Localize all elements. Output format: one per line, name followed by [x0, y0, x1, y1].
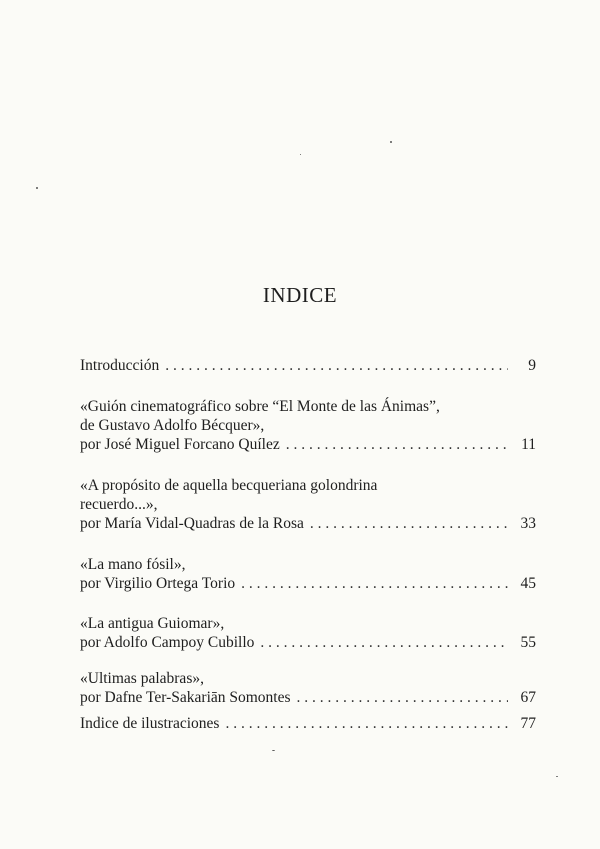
scan-speck [556, 776, 558, 777]
dot-leader [260, 633, 508, 652]
scan-speck [272, 750, 275, 751]
scan-speck [36, 187, 38, 189]
toc-entry-row [80, 714, 536, 733]
dot-leader [297, 688, 508, 707]
toc-entry-line: «A propósito de aquella becqueriana golondrina [80, 477, 378, 494]
toc-entry-line: «Guión cinematográfico sobre “El Monte de las Ánimas”, [80, 398, 440, 415]
toc-entry-line: de Gustavo Adolfo Bécquer», [80, 417, 265, 434]
toc-entry-indice-ilustraciones [80, 714, 536, 733]
toc-page-number: 55 [520, 634, 536, 651]
toc-entry-row [80, 356, 536, 375]
toc-page-number: 45 [520, 575, 536, 592]
toc-entry-row [80, 574, 536, 593]
toc-entry-row [80, 688, 536, 707]
dot-leader [241, 574, 508, 593]
toc-entry-author: por Virgilio Ortega Torio [80, 575, 236, 592]
toc-entry-row [80, 633, 536, 652]
toc-entry-golondrina [80, 476, 536, 533]
toc-page-number: 77 [520, 715, 536, 732]
toc-entry-author: por Adolfo Campoy Cubillo [80, 634, 255, 651]
toc-entry-author: por Dafne Ter-Sakariān Somontes [80, 689, 291, 706]
toc-page-number: 33 [520, 515, 536, 532]
page-title: INDICE [262, 283, 338, 307]
toc-entry-ultimas-palabras [80, 669, 536, 707]
toc-entry-mano-fosil [80, 555, 536, 593]
toc-entry-line: «Ultimas palabras», [80, 670, 204, 687]
toc-entry-line: recuerdo...», [80, 496, 158, 513]
toc-entry-row [80, 435, 536, 454]
toc-entry-line: «La mano fósil», [80, 556, 186, 573]
scan-speck [300, 154, 301, 155]
dot-leader [310, 514, 508, 533]
toc-entry-author: por María Vidal-Quadras de la Rosa [80, 515, 304, 532]
toc-entry-row [80, 514, 536, 533]
toc-entry-title: Introducción [80, 357, 160, 374]
dot-leader [286, 435, 508, 454]
toc-entry-author: por José Miguel Forcano Quílez [80, 436, 280, 453]
toc-page-number: 11 [521, 436, 536, 453]
toc-entry-line: «La antigua Guiomar», [80, 615, 225, 632]
toc-entry-introduccion [80, 356, 536, 375]
dot-leader [165, 356, 508, 375]
scan-speck [390, 141, 392, 143]
toc-page-number: 67 [520, 689, 536, 706]
toc-entry-guion [80, 397, 536, 454]
toc-entry-title: Indice de ilustraciones [80, 715, 220, 732]
toc-page-number: 9 [528, 357, 536, 374]
toc-entry-guiomar [80, 614, 536, 652]
dot-leader [225, 714, 508, 733]
